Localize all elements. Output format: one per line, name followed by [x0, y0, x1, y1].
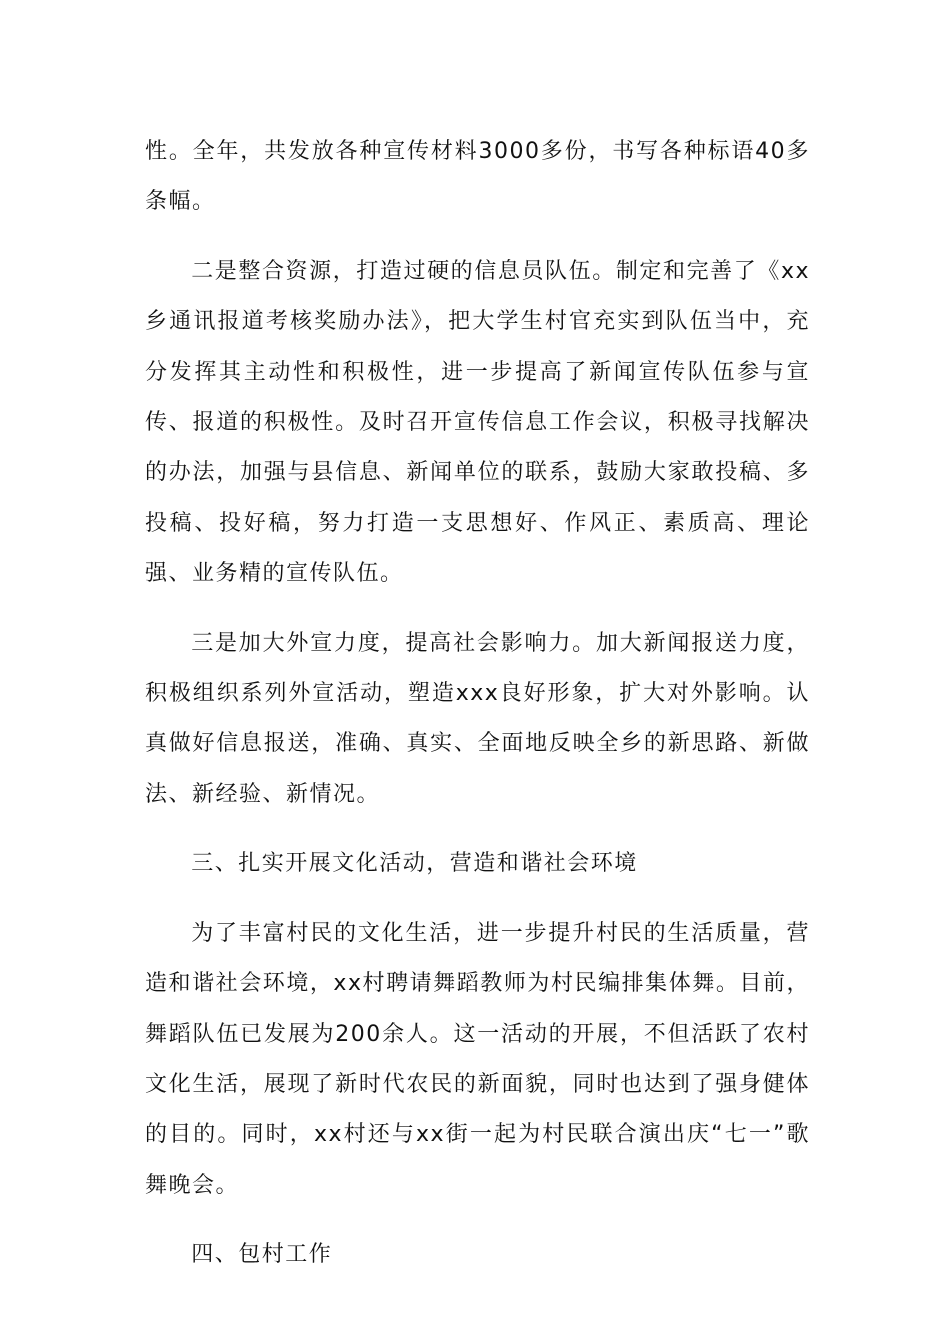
- paragraph-information-team: 二是整合资源，打造过硬的信息员队伍。制定和完善了《xx乡通讯报道考核奖励办法》，把大学生村官充实到队伍当中，充分发挥其主动性和积极性，进一步提高了新闻宣传队伍参与宣传、报道的积极性。及时召开宣传信息工作会议，积极寻找解决的办法，加强与县信息、新闻单位的联系，鼓励大家敢投稿、多投稿、投好稿，努力打造一支思想好、作风正、素质高、理论强、业务精的宣传队伍。: [145, 258, 810, 587]
- paragraph-continuation: 性。全年，共发放各种宣传材料3000多份，书写各种标语40多条幅。: [145, 139, 810, 215]
- section-heading-village-work: 四、包村工作: [191, 1242, 333, 1268]
- document-body: [145, 127, 810, 1281]
- paragraph-cultural-life: 为了丰富村民的文化生活，进一步提升村民的生活质量，营造和谐社会环境，xx村聘请舞蹈教师为村民编排集体舞。目前，舞蹈队伍已发展为200余人。这一活动的开展，不但活跃了农村文化生活，展现了新时代农民的新面貌，同时也达到了强身健体的目的。同时，xx村还与xx街一起为村民联合演出庆“七一”歌舞晚会。: [145, 920, 810, 1198]
- section-heading-cultural-activities: 三、扎实开展文化活动，营造和谐社会环境: [191, 851, 638, 877]
- paragraph-external-publicity: 三是加大外宣力度，提高社会影响力。加大新闻报送力度，积极组织系列外宣活动，塑造xxx良好形象，扩大对外影响。认真做好信息报送，准确、真实、全面地反映全乡的新思路、新做法、新经验、新情况。: [145, 630, 810, 807]
